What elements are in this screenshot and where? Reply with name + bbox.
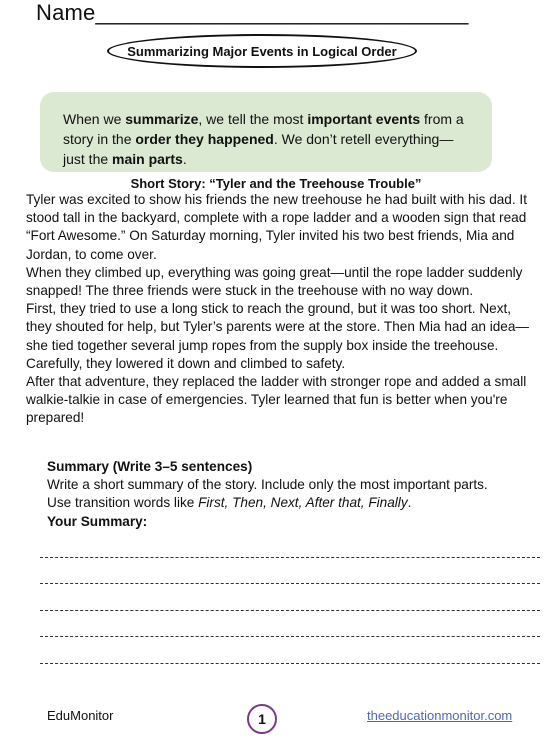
story-title: Short Story: “Tyler and the Treehouse Trouble”: [130, 176, 422, 191]
definition-bold-main-parts: main parts: [112, 151, 183, 167]
your-summary-label: Your Summary:: [47, 513, 148, 529]
worksheet-title: [107, 34, 417, 68]
definition-text-2: , we tell the most: [198, 111, 308, 127]
worksheet-title-text: Summarizing Major Events in Logical Order: [127, 43, 397, 59]
definition-text-5: .: [182, 151, 187, 167]
definition-bold-order: order they happened: [135, 131, 274, 147]
instruction-prefix: Use transition words like: [47, 495, 199, 511]
story-paragraph: Tyler was excited to show his friends the new treehouse he had built with his dad. It stood tall in the backyard, complete with a rope ladder and a wooden sign that read “Fort Awesome.” On Saturday morning, Tyler invited his two best friends, Mia and Jordan, to come over.: [26, 192, 527, 262]
story-paragraph: First, they tried to use a long stick to reach the ground, but it was too short. Next, they shouted for help, but Tyler’s parents were at the store. Then Mia had an idea—she tied together several jump ropes from the supply box inside the treehouse. Carefully, they lowered it down and climbed to safety.: [26, 301, 530, 371]
writing-line[interactable]: [40, 643, 540, 670]
page-number-badge: [247, 704, 277, 734]
summary-heading: Summary (Write 3–5 sentences): [47, 459, 253, 474]
page-number: 1: [258, 711, 266, 727]
footer-website-link[interactable]: theeducationmonitor.com: [367, 708, 513, 723]
transition-words: First, Then, Next, After that, Finally: [198, 495, 408, 511]
summary-instruction-2: [47, 494, 537, 512]
story-body: [26, 191, 538, 428]
writing-line[interactable]: [40, 590, 540, 617]
writing-line[interactable]: [40, 537, 540, 564]
footer-brand: EduMonitor: [47, 708, 114, 723]
definition-text-1: When we: [63, 111, 126, 127]
summary-instruction-1: Write a short summary of the story. Include only the most important parts.: [47, 477, 488, 493]
name-field-label: Name______________________________: [36, 0, 469, 25]
writing-line[interactable]: [40, 617, 540, 644]
definition-bold-important-events: important events: [307, 111, 421, 127]
definition-box: [40, 92, 492, 172]
instruction-suffix: .: [407, 495, 412, 511]
story-paragraph: When they climbed up, everything was going great—until the rope ladder suddenly snapped! The three friends were stuck in the treehouse with no way down.: [26, 264, 523, 299]
definition-text-3: from a story in the: [63, 111, 464, 147]
story-paragraph: After that adventure, they replaced the ladder with stronger rope and added a small walkie-talkie in case of emergencies. Tyler learned that fun is better when you're prepared!: [26, 374, 527, 426]
writing-lines: [40, 537, 540, 670]
definition-text-4: . We don’t retell everything—just the: [63, 131, 454, 167]
definition-bold-summarize: summarize: [125, 111, 199, 127]
writing-line[interactable]: [40, 564, 540, 591]
summary-section: [47, 458, 537, 531]
